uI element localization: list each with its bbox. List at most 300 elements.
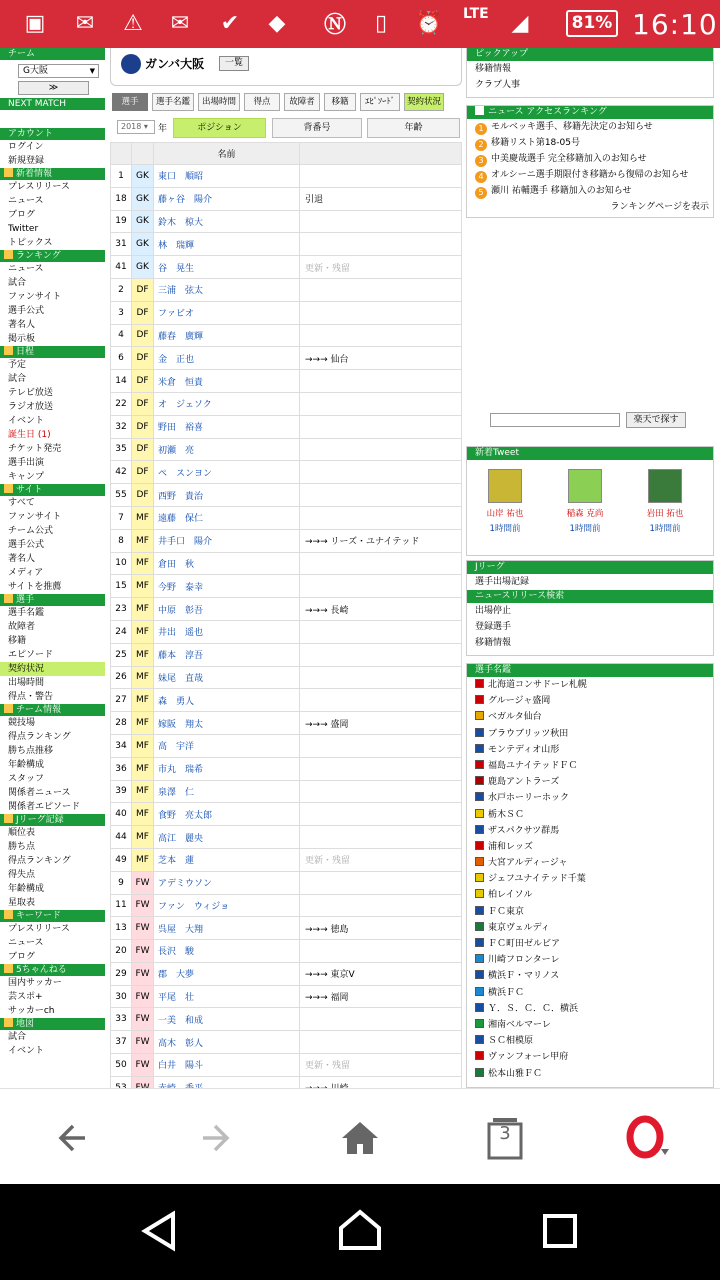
sidebar-item[interactable]: エピソード [8, 650, 54, 660]
ranking-item-text: 中美慶哉選手 完全移籍加入のお知らせ [491, 154, 647, 164]
player-name-link[interactable]: 野田 裕喜 [154, 415, 300, 438]
club-item[interactable] [467, 742, 713, 758]
player-number: 35 [111, 438, 132, 461]
club-name: 横浜ＦＣ [488, 987, 525, 998]
club-item[interactable] [467, 1033, 713, 1049]
club-item[interactable] [467, 790, 713, 806]
rank-number-badge: 5 [475, 187, 487, 199]
player-name-link[interactable]: 嫁阪 翔太 [154, 712, 300, 735]
player-number: 24 [111, 620, 132, 643]
tabs-button[interactable] [480, 1113, 530, 1163]
player-name-link[interactable]: 森 勇人 [154, 689, 300, 712]
player-note [300, 757, 462, 780]
sidebar-item[interactable]: 著名人 [8, 554, 36, 564]
tab-count: 3 [499, 1123, 511, 1144]
tweet-name: 山岸 祐也 [486, 509, 524, 519]
section-icon [4, 1018, 13, 1027]
mail-download-icon: ✉ [170, 10, 190, 36]
player-name-link[interactable]: 高木 彰人 [154, 1031, 300, 1054]
player-name-link[interactable]: オ ジェソク [154, 392, 300, 415]
ranking-item[interactable] [467, 135, 713, 151]
club-name: ＦＣ町田ゼルビア [488, 939, 561, 949]
tweet-item[interactable] [555, 469, 615, 534]
player-position: DF [132, 347, 154, 370]
sidebar-item[interactable]: ブログ [8, 210, 36, 220]
club-name: モンテディオ山形 [488, 744, 560, 755]
sidebar-item[interactable]: 選手名鑑 [8, 608, 45, 618]
player-position: MF [132, 780, 154, 803]
club-item[interactable] [467, 855, 713, 871]
player-position: MF [132, 643, 154, 666]
club-name: 福島ユナイテッドＦＣ [488, 760, 578, 771]
ranking-more-link[interactable]: ランキングページを表示 [610, 202, 709, 212]
player-note: →→→ 福岡 [300, 985, 462, 1008]
player-name-link[interactable]: 藤ヶ谷 陽介 [154, 187, 300, 210]
club-item[interactable] [467, 1049, 713, 1065]
player-name-link[interactable]: 平尾 壮 [154, 985, 300, 1008]
club-item[interactable] [467, 677, 713, 693]
sidebar-section-title: サイト [16, 485, 43, 495]
list-button[interactable]: 一覧 [219, 56, 249, 71]
tab-item[interactable]: 得点 [244, 93, 280, 111]
table-row [111, 210, 462, 233]
jleague-header: Jリーグ [467, 561, 713, 574]
sidebar-item[interactable]: 出場時間 [8, 678, 45, 688]
sidebar-item[interactable]: 得失点 [8, 870, 36, 880]
player-name-link[interactable]: 谷 晃生 [154, 256, 300, 279]
system-back-button[interactable] [135, 1206, 185, 1256]
pickup-item[interactable]: クラブ人事 [475, 80, 521, 90]
table-row [111, 256, 462, 279]
maps-icon: ◆ [268, 10, 286, 36]
player-name-link[interactable]: 長沢 駿 [154, 940, 300, 963]
club-item[interactable] [467, 1017, 713, 1033]
sidebar-item[interactable]: サッカーch [8, 1006, 55, 1016]
sidebar-item[interactable]: 国内サッカー [8, 978, 62, 988]
filter-position-button[interactable]: ポジション [173, 118, 266, 138]
player-name-link[interactable]: 泉澤 仁 [154, 780, 300, 803]
club-emblem-icon [475, 987, 484, 996]
player-name-link[interactable]: 妹尾 直哉 [154, 666, 300, 689]
player-position: MF [132, 757, 154, 780]
pickup-item[interactable]: 移籍情報 [475, 64, 512, 74]
sidebar-item[interactable]: テレビ放送 [8, 388, 53, 398]
sidebar-item[interactable]: 選手公式 [8, 540, 45, 550]
player-number: 44 [111, 826, 132, 849]
sidebar-item[interactable]: プレスリリース [8, 924, 70, 934]
tab-item[interactable]: 出場時間 [198, 93, 240, 111]
player-name-link[interactable]: 遠藤 保仁 [154, 506, 300, 529]
club-item[interactable] [467, 936, 713, 952]
tweet-avatar [488, 469, 522, 503]
tab-item[interactable]: 故障者 [284, 93, 320, 111]
club-emblem-icon [475, 1035, 484, 1044]
tweet-avatar [568, 469, 602, 503]
sidebar-item[interactable]: サイトを推薦 [8, 582, 62, 592]
player-name-link[interactable]: 高 宇洋 [154, 734, 300, 757]
club-emblem-icon [475, 922, 484, 931]
club-item[interactable] [467, 952, 713, 968]
sidebar-section-title: チーム情報 [16, 705, 62, 715]
sidebar-item[interactable]: 得点ランキング [8, 732, 71, 742]
player-name-link[interactable]: アデミウソン [154, 871, 300, 894]
table-row [111, 757, 462, 780]
sidebar-item[interactable]: プレスリリース [8, 182, 70, 192]
tweet-item[interactable] [635, 469, 695, 534]
tab-item[interactable]: 移籍 [324, 93, 356, 111]
signal-icon: ◢ [511, 10, 529, 36]
sidebar-item[interactable]: 試合 [8, 278, 27, 288]
table-row [111, 278, 462, 301]
player-name-link[interactable]: ファビオ [154, 301, 300, 324]
player-number: 22 [111, 392, 132, 415]
sidebar-section-title: ランキング [16, 251, 61, 261]
sidebar-item[interactable]: ニュース [8, 196, 44, 206]
player-name-link[interactable]: 三浦 弦太 [154, 278, 300, 301]
player-note [300, 871, 462, 894]
club-name: ジェフユナイテッド千葉 [488, 874, 586, 885]
club-item[interactable] [467, 871, 713, 887]
player-name-link[interactable]: 井手口 陽介 [154, 529, 300, 552]
club-item[interactable] [467, 693, 713, 709]
tweet-name: 岩田 拓也 [646, 509, 684, 519]
sidebar-section-header [0, 1018, 105, 1030]
sidebar-item[interactable]: 契約状況 [0, 662, 105, 676]
sidebar-item[interactable]: 年齢構成 [8, 760, 45, 770]
tab-bar [112, 93, 460, 111]
player-name-link[interactable]: 金 正也 [154, 347, 300, 370]
header-name: 名前 [154, 143, 300, 165]
table-row [111, 598, 462, 621]
sidebar-item[interactable]: 誕生日 (1) [8, 430, 51, 440]
player-position: GK [132, 256, 154, 279]
sidebar-section-header [0, 964, 105, 976]
table-row [111, 985, 462, 1008]
system-recents-button[interactable] [535, 1206, 585, 1256]
club-emblem-icon [475, 954, 484, 963]
sidebar-section-title: Jリーグ記録 [16, 815, 64, 825]
club-emblem-icon [475, 857, 484, 866]
tweet-box [466, 446, 714, 556]
table-row [111, 917, 462, 940]
player-number: 30 [111, 985, 132, 1008]
sidebar-item[interactable]: 勝ち点推移 [8, 746, 54, 756]
tab-item[interactable]: 選手 [112, 93, 148, 111]
player-position: FW [132, 985, 154, 1008]
sidebar-item[interactable]: 故障者 [8, 622, 36, 632]
player-position: DF [132, 461, 154, 484]
player-name-link[interactable]: 一美 和成 [154, 1008, 300, 1031]
club-emblem-icon [475, 906, 484, 915]
player-position: MF [132, 689, 154, 712]
player-number: 11 [111, 894, 132, 917]
sidebar-sections [0, 128, 105, 1058]
sidebar-section-header [0, 250, 105, 262]
sidebar-item[interactable]: メディア [8, 568, 44, 578]
table-row [111, 324, 462, 347]
sidebar-item[interactable]: ファンサイト [8, 512, 62, 522]
player-name-link[interactable]: ファン ウィジョ [154, 894, 300, 917]
sidebar-item[interactable]: ログイン [8, 142, 44, 152]
filter-number-button[interactable]: 背番号 [272, 118, 362, 138]
sidebar-section-header [0, 910, 105, 922]
table-row [111, 187, 462, 210]
player-position: DF [132, 324, 154, 347]
back-arrow-icon [55, 1120, 91, 1156]
team-select[interactable]: G大阪 ▼ [18, 64, 99, 78]
player-position: MF [132, 552, 154, 575]
player-number: 39 [111, 780, 132, 803]
player-name-link[interactable]: 藤春 廣輝 [154, 324, 300, 347]
sidebar-item[interactable]: 関係者ニュース [8, 788, 71, 798]
sidebar-item[interactable]: スタッフ [8, 774, 45, 784]
news-release-item[interactable]: 移籍情報 [475, 638, 512, 648]
sidebar-item[interactable]: ニュース [8, 938, 44, 948]
check-icon: ✔ [220, 10, 240, 36]
player-name-link[interactable]: ペ スンヨン [154, 461, 300, 484]
tab-item[interactable]: ｴﾋﾟｿｰﾄﾞ [360, 93, 400, 111]
player-name-link[interactable]: 初瀬 亮 [154, 438, 300, 461]
rank-number-badge: 1 [475, 123, 487, 135]
player-name-link[interactable]: 倉田 秋 [154, 552, 300, 575]
player-name-link[interactable]: 郡 大夢 [154, 962, 300, 985]
header-note [300, 143, 462, 165]
club-item[interactable] [467, 726, 713, 742]
club-item[interactable] [467, 920, 713, 936]
player-name-link[interactable]: 食野 亮太郎 [154, 803, 300, 826]
player-name-link[interactable]: 西野 貴治 [154, 484, 300, 507]
club-name: ヴァンフォーレ甲府 [488, 1052, 569, 1063]
news-release-item[interactable]: 出場停止 [475, 606, 512, 616]
section-icon [4, 594, 13, 603]
left-sidebar [0, 48, 105, 1088]
tweet-item[interactable] [475, 469, 535, 534]
sidebar-item[interactable]: 試合 [8, 1032, 27, 1042]
sidebar-item[interactable]: 関係者エピソード [8, 802, 81, 812]
back-button[interactable] [48, 1113, 98, 1163]
player-number: 1 [111, 165, 132, 188]
battery-level: 81% [566, 10, 618, 37]
player-name-link[interactable]: 米倉 恒貴 [154, 370, 300, 393]
forward-button[interactable] [190, 1113, 240, 1163]
sidebar-item[interactable]: ブログ [8, 952, 36, 962]
jleague-item[interactable]: 選手出場記録 [475, 577, 530, 587]
sidebar-item[interactable]: 選手出演 [8, 458, 45, 468]
club-item[interactable] [467, 904, 713, 920]
player-name-link[interactable]: 今野 泰幸 [154, 575, 300, 598]
sidebar-item[interactable]: Twitter [8, 224, 39, 234]
table-row [111, 392, 462, 415]
right-sidebar [466, 48, 714, 1088]
player-name-link[interactable]: 鈴木 椋大 [154, 210, 300, 233]
sidebar-item[interactable]: 競技場 [8, 718, 36, 728]
year-select[interactable]: 2018 ▾ [117, 120, 155, 134]
sidebar-item[interactable]: 移籍 [8, 636, 27, 646]
club-item[interactable] [467, 1066, 713, 1082]
player-name-link[interactable]: 林 瑞輝 [154, 233, 300, 256]
player-position: FW [132, 1054, 154, 1077]
sidebar-item[interactable]: 掲示板 [8, 334, 36, 344]
table-row [111, 940, 462, 963]
table-row [111, 1008, 462, 1031]
player-number: 34 [111, 734, 132, 757]
ranking-item[interactable] [467, 151, 713, 167]
club-emblem-icon [475, 841, 484, 850]
ranking-item[interactable] [467, 119, 713, 135]
home-button[interactable] [335, 1113, 385, 1163]
sidebar-item[interactable]: 選手公式 [8, 306, 45, 316]
player-note [300, 415, 462, 438]
sidebar-item[interactable]: チケット発売 [8, 444, 62, 454]
club-item[interactable] [467, 968, 713, 984]
rakuten-search-input[interactable] [490, 413, 620, 427]
player-position: MF [132, 712, 154, 735]
player-position: FW [132, 962, 154, 985]
sidebar-section-header [0, 128, 105, 140]
sidebar-item[interactable]: ファンサイト [8, 292, 62, 302]
player-note [300, 575, 462, 598]
player-name-link[interactable]: 呉屋 大翔 [154, 917, 300, 940]
player-name-link[interactable]: 東口 順昭 [154, 165, 300, 188]
club-name: 横浜Ｆ・マリノス [488, 971, 560, 982]
browser-nav-bar [0, 1088, 720, 1184]
club-item[interactable] [467, 709, 713, 725]
opera-menu-button[interactable] [623, 1113, 673, 1163]
table-row [111, 165, 462, 188]
sidebar-item[interactable]: 得点ランキング [8, 856, 71, 866]
club-item[interactable] [467, 758, 713, 774]
sidebar-item[interactable]: 得点・警告 [8, 692, 54, 702]
player-note [300, 278, 462, 301]
sidebar-item[interactable]: イベント [8, 416, 45, 426]
sidebar-item[interactable]: 新規登録 [8, 156, 45, 166]
club-name: 鹿島アントラーズ [488, 777, 560, 788]
club-item[interactable] [467, 807, 713, 823]
player-position: MF [132, 666, 154, 689]
player-number: 49 [111, 848, 132, 871]
club-item[interactable] [467, 839, 713, 855]
table-row [111, 529, 462, 552]
rakuten-search-button[interactable]: 楽天で探す [626, 412, 686, 428]
news-release-header: ニュースリリース検索 [467, 590, 713, 603]
tab-item[interactable]: 選手名鑑 [152, 93, 194, 111]
sidebar-item[interactable]: 著名人 [8, 320, 36, 330]
player-name-link[interactable]: 芝本 蓮 [154, 848, 300, 871]
tweet-time: 1時間前 [569, 524, 601, 534]
sidebar-item[interactable]: 星取表 [8, 898, 36, 908]
club-emblem-icon [475, 873, 484, 882]
player-note [300, 620, 462, 643]
sidebar-item[interactable]: チーム公式 [8, 526, 54, 536]
club-item[interactable] [467, 823, 713, 839]
player-name-link[interactable]: 中原 彰吾 [154, 598, 300, 621]
news-release-item[interactable]: 登録選手 [475, 622, 512, 632]
team-header: チーム [0, 48, 105, 60]
player-note [300, 1031, 462, 1054]
sidebar-section-title: アカウント [8, 129, 53, 139]
system-home-button[interactable] [335, 1206, 385, 1256]
opera-logo-icon [625, 1115, 671, 1161]
player-number: 26 [111, 666, 132, 689]
sidebar-item[interactable]: すべて [8, 498, 35, 508]
sidebar-item[interactable]: イベント [8, 1046, 45, 1056]
sidebar-item[interactable]: ラジオ放送 [8, 402, 54, 412]
club-item[interactable] [467, 887, 713, 903]
player-note: 引退 [300, 187, 462, 210]
sidebar-item[interactable]: トピックス [8, 238, 53, 248]
club-name: 松本山雅ＦＣ [488, 1068, 543, 1079]
player-number: 7 [111, 506, 132, 529]
sidebar-item[interactable]: 勝ち点 [8, 842, 36, 852]
player-note: 更新・残留 [300, 1054, 462, 1077]
player-number: 3 [111, 301, 132, 324]
filter-age-button[interactable]: 年齢 [367, 118, 460, 138]
table-row [111, 506, 462, 529]
player-note [300, 370, 462, 393]
player-position: DF [132, 484, 154, 507]
club-emblem-icon [475, 1051, 484, 1060]
year-select-value: 2018 [121, 122, 142, 131]
team-name: ガンバ大阪 [145, 57, 205, 71]
ranking-item[interactable] [467, 183, 713, 199]
club-item[interactable] [467, 1001, 713, 1017]
tab-item[interactable]: 契約状況 [404, 93, 444, 111]
club-item[interactable] [467, 985, 713, 1001]
sidebar-item[interactable]: 試合 [8, 374, 27, 384]
clock: 16:10 [632, 8, 718, 41]
club-name: 湘南ベルマーレ [488, 1019, 551, 1030]
player-position: GK [132, 165, 154, 188]
player-name-link[interactable]: 高江 麗央 [154, 826, 300, 849]
sidebar-section-title: 地図 [16, 1019, 35, 1029]
table-row [111, 962, 462, 985]
player-name-link[interactable]: 白井 陽斗 [154, 1054, 300, 1077]
sidebar-item[interactable]: キャンプ [8, 472, 45, 482]
ranking-item[interactable] [467, 167, 713, 183]
player-name-link[interactable]: 市丸 瑞希 [154, 757, 300, 780]
section-icon [4, 814, 13, 823]
player-number: 31 [111, 233, 132, 256]
vibrate-icon: ▯ [374, 10, 388, 36]
team-go-button[interactable]: ≫ [18, 81, 89, 95]
sidebar-item[interactable]: 順位表 [8, 828, 36, 838]
sidebar-item[interactable]: ニュース [8, 264, 44, 274]
player-note [300, 506, 462, 529]
next-match-header[interactable]: NEXT MATCH [0, 98, 105, 110]
section-icon [4, 704, 13, 713]
player-position: FW [132, 1008, 154, 1031]
sidebar-item[interactable]: 予定 [8, 360, 27, 370]
club-emblem-icon [475, 1019, 484, 1028]
system-nav-bar [0, 1184, 720, 1280]
player-number: 37 [111, 1031, 132, 1054]
player-number: 27 [111, 689, 132, 712]
player-position: GK [132, 187, 154, 210]
tweet-avatar [648, 469, 682, 503]
player-name-link[interactable]: 井出 遥也 [154, 620, 300, 643]
club-emblem-icon [475, 809, 484, 818]
player-name-link[interactable]: 藤本 淳吾 [154, 643, 300, 666]
player-position: MF [132, 826, 154, 849]
sidebar-item[interactable]: 芸スポ+ [8, 992, 43, 1002]
sidebar-item[interactable]: 年齢構成 [8, 884, 45, 894]
player-note [300, 438, 462, 461]
club-item[interactable] [467, 774, 713, 790]
club-emblem-icon [475, 776, 484, 785]
table-row [111, 233, 462, 256]
player-position: FW [132, 871, 154, 894]
player-number: 9 [111, 871, 132, 894]
